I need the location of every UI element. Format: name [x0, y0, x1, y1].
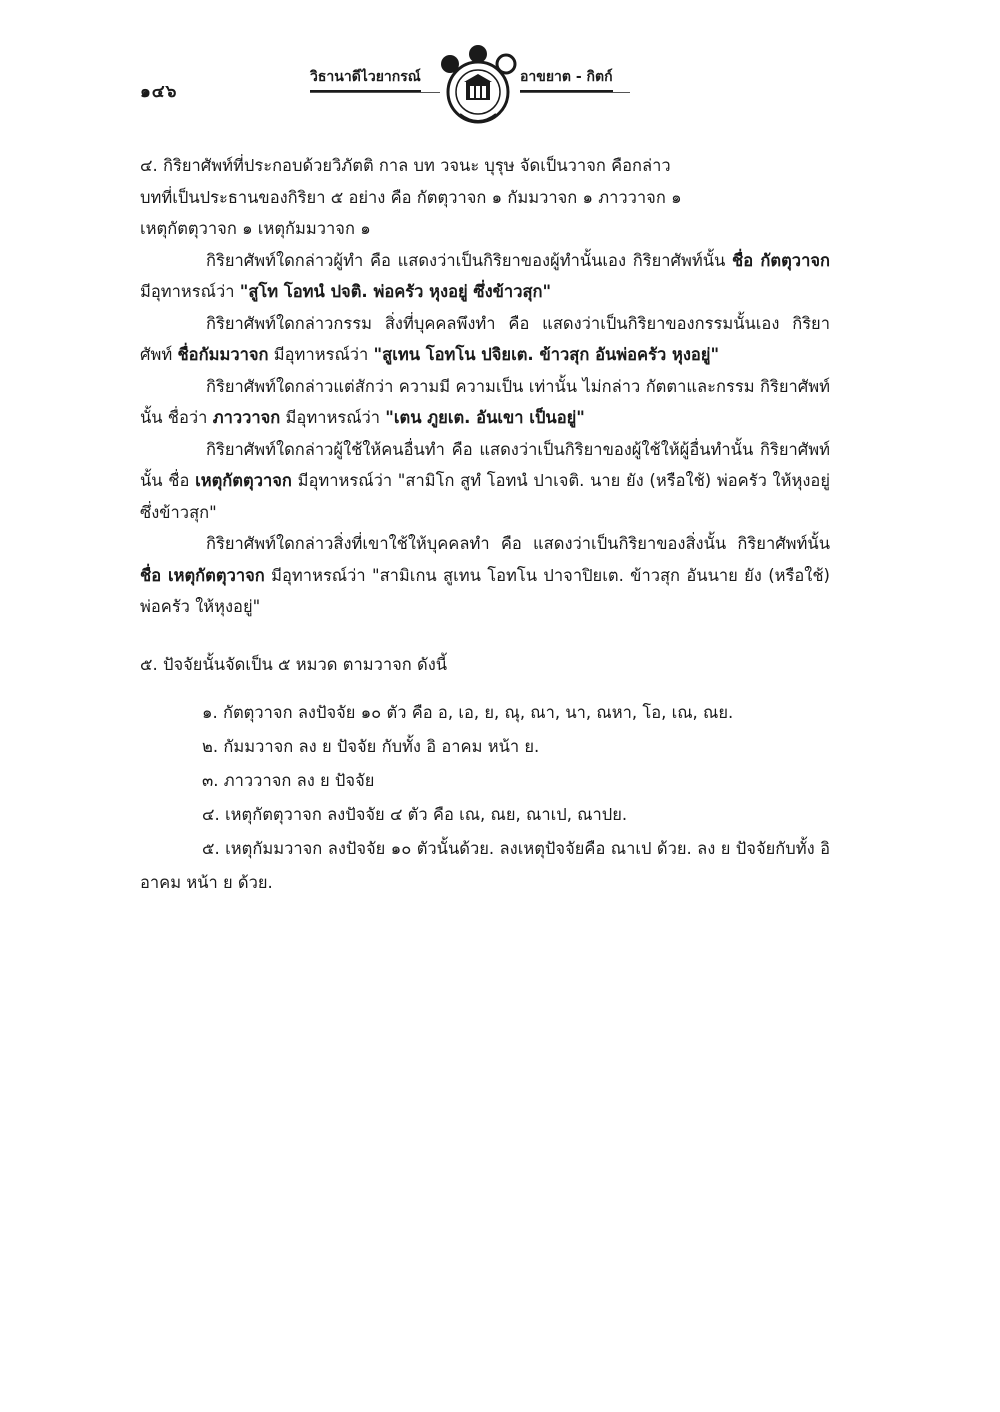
seal-emblem-icon [438, 44, 518, 134]
paragraph-kamma-vacaka [140, 308, 830, 371]
section-4-intro [140, 150, 830, 245]
paragraph-kattu-vacaka [140, 245, 830, 308]
example: "เตน ภูยเต. อันเขา เป็นอยู่" [385, 408, 585, 427]
suffix-list [140, 696, 830, 900]
paragraph-text: กิริยาศัพท์ใดกล่าวผู้ทำ คือ แสดงว่าเป็นกิริยาของผู้ทำนั้นเอง กิริยาศัพท์นั้น [206, 250, 733, 270]
section-4-intro-line-1: ๔. กิริยาศัพท์ที่ประกอบด้วยวิภัตติ กาล บท วจนะ บุรุษ จัดเป็นวาจก คือกล่าว [140, 156, 671, 175]
page-header [140, 52, 860, 142]
term: เหตุกัตตุวาจก [195, 471, 292, 490]
term: ชื่อกัมมวาจก [177, 345, 269, 364]
paragraph-hetu-kattu-vacaka [140, 434, 830, 529]
term: ชื่อ เหตุกัตตุวาจก [140, 565, 265, 585]
paragraph-text: กิริยาศัพท์ใดกล่าวกรรม สิ่งที่บุคคลพึงทำ คือ แสดงว่าเป็นกิริยาของกรรมนั้นเอง กิริยาศัพท์ [140, 313, 830, 364]
paragraph-hetu-kamma-vacaka [140, 528, 830, 623]
term: ชื่อ กัตตุวาจก [732, 250, 830, 270]
list-item: ๑. กัตตุวาจก ลงปัจจัย ๑๐ ตัว คือ อ, เอ, ย, ณุ, ณา, นา, ณหา, โอ, เณ, ณย. [202, 703, 734, 722]
example: "สูเทน โอทโน ปจิยเต. ข้าวสุก อันพ่อครัว หุงอยู่" [373, 345, 720, 364]
header-right-title: อาขยาต - กิตก์ [520, 66, 613, 92]
body-text [140, 150, 830, 900]
example: "สามิเกน สูเทน โอทโน ปาจาปิยเต. ข้าวสุก อันนาย ยัง (หรือใช้) พ่อครัว ให้หุงอยู่" [140, 565, 830, 616]
paragraph-text: กิริยาศัพท์ใดกล่าวผู้ใช้ให้คนอื่นทำ คือ แสดงว่าเป็นกิริยาของผู้ใช้ให้ผู้อื่นทำนั้น กิริยาศัพท์นั้น ชื่อ [140, 439, 830, 490]
list-item: ๒. กัมมวาจก ลง ย ปัจจัย กับทั้ง อิ อาคม หน้า ย. [202, 737, 540, 756]
example: "สามิโก สูทํ โอทนํ ปาเจติ. นาย ยัง (หรือใช้) พ่อครัว ให้หุงอยู่ ซึ่งข้าวสุก" [140, 471, 830, 522]
paragraph-text: มีอุทาหรณ์ว่า [280, 408, 386, 427]
list-item: ๕. เหตุกัมมวาจก ลงปัจจัย ๑๐ ตัวนั้นด้วย. ลงเหตุปัจจัยคือ ณาเป ด้วย. ลง ย ปัจจัยกับทั้ง อิ อาคม หน้า ย ด้วย. [140, 839, 830, 892]
section-4-intro-line-2: บทที่เป็นประธานของกิริยา ๕ อย่าง คือ กัตตุวาจก ๑ กัมมวาจก ๑ ภาววาจก ๑ [140, 187, 682, 207]
paragraph-text: มีอุทาหรณ์ว่า [264, 565, 372, 585]
header-left-title: วิธานาดีไวยากรณ์ [310, 66, 421, 92]
paragraph-text: กิริยาศัพท์ใดกล่าวแต่สักว่า ความมี ความเป็น เท่านั้น ไม่กล่าว กัตตาและกรรม กิริยาศัพท์นั้น ชื่อว่า [140, 376, 830, 427]
header-left-subline [310, 92, 440, 93]
term: ภาววาจก [212, 408, 281, 427]
header-right-subline [520, 92, 630, 93]
list-item: ๔. เหตุกัตตุวาจก ลงปัจจัย ๔ ตัว คือ เณ, ณย, ณาเป, ณาปย. [202, 805, 628, 824]
paragraph-text: มีอุทาหรณ์ว่า [291, 471, 398, 490]
section-4-intro-line-3: เหตุกัตตุวาจก ๑ เหตุกัมมวาจก ๑ [140, 219, 371, 238]
page-number: ๑๔๖ [140, 82, 178, 102]
section-5-heading: ๕. ปัจจัยนั้นจัดเป็น ๕ หมวด ตามวาจก ดังนี้ [140, 654, 448, 674]
paragraph-bhava-vacaka [140, 371, 830, 434]
list-item: ๓. ภาววาจก ลง ย ปัจจัย [202, 771, 375, 790]
example: "สูโท โอทนํ ปจติ. พ่อครัว หุงอยู่ ซึ่งข้าวสุก" [239, 282, 552, 301]
paragraph-text: มีอุทาหรณ์ว่า [268, 345, 374, 364]
paragraph-text: มีอุทาหรณ์ว่า [140, 282, 240, 301]
paragraph-text: กิริยาศัพท์ใดกล่าวสิ่งที่เขาใช้ให้บุคคลทำ คือ แสดงว่าเป็นกิริยาของสิ่งนั้น กิริยาศัพท์นั้น [206, 534, 830, 553]
section-gap [140, 623, 830, 649]
